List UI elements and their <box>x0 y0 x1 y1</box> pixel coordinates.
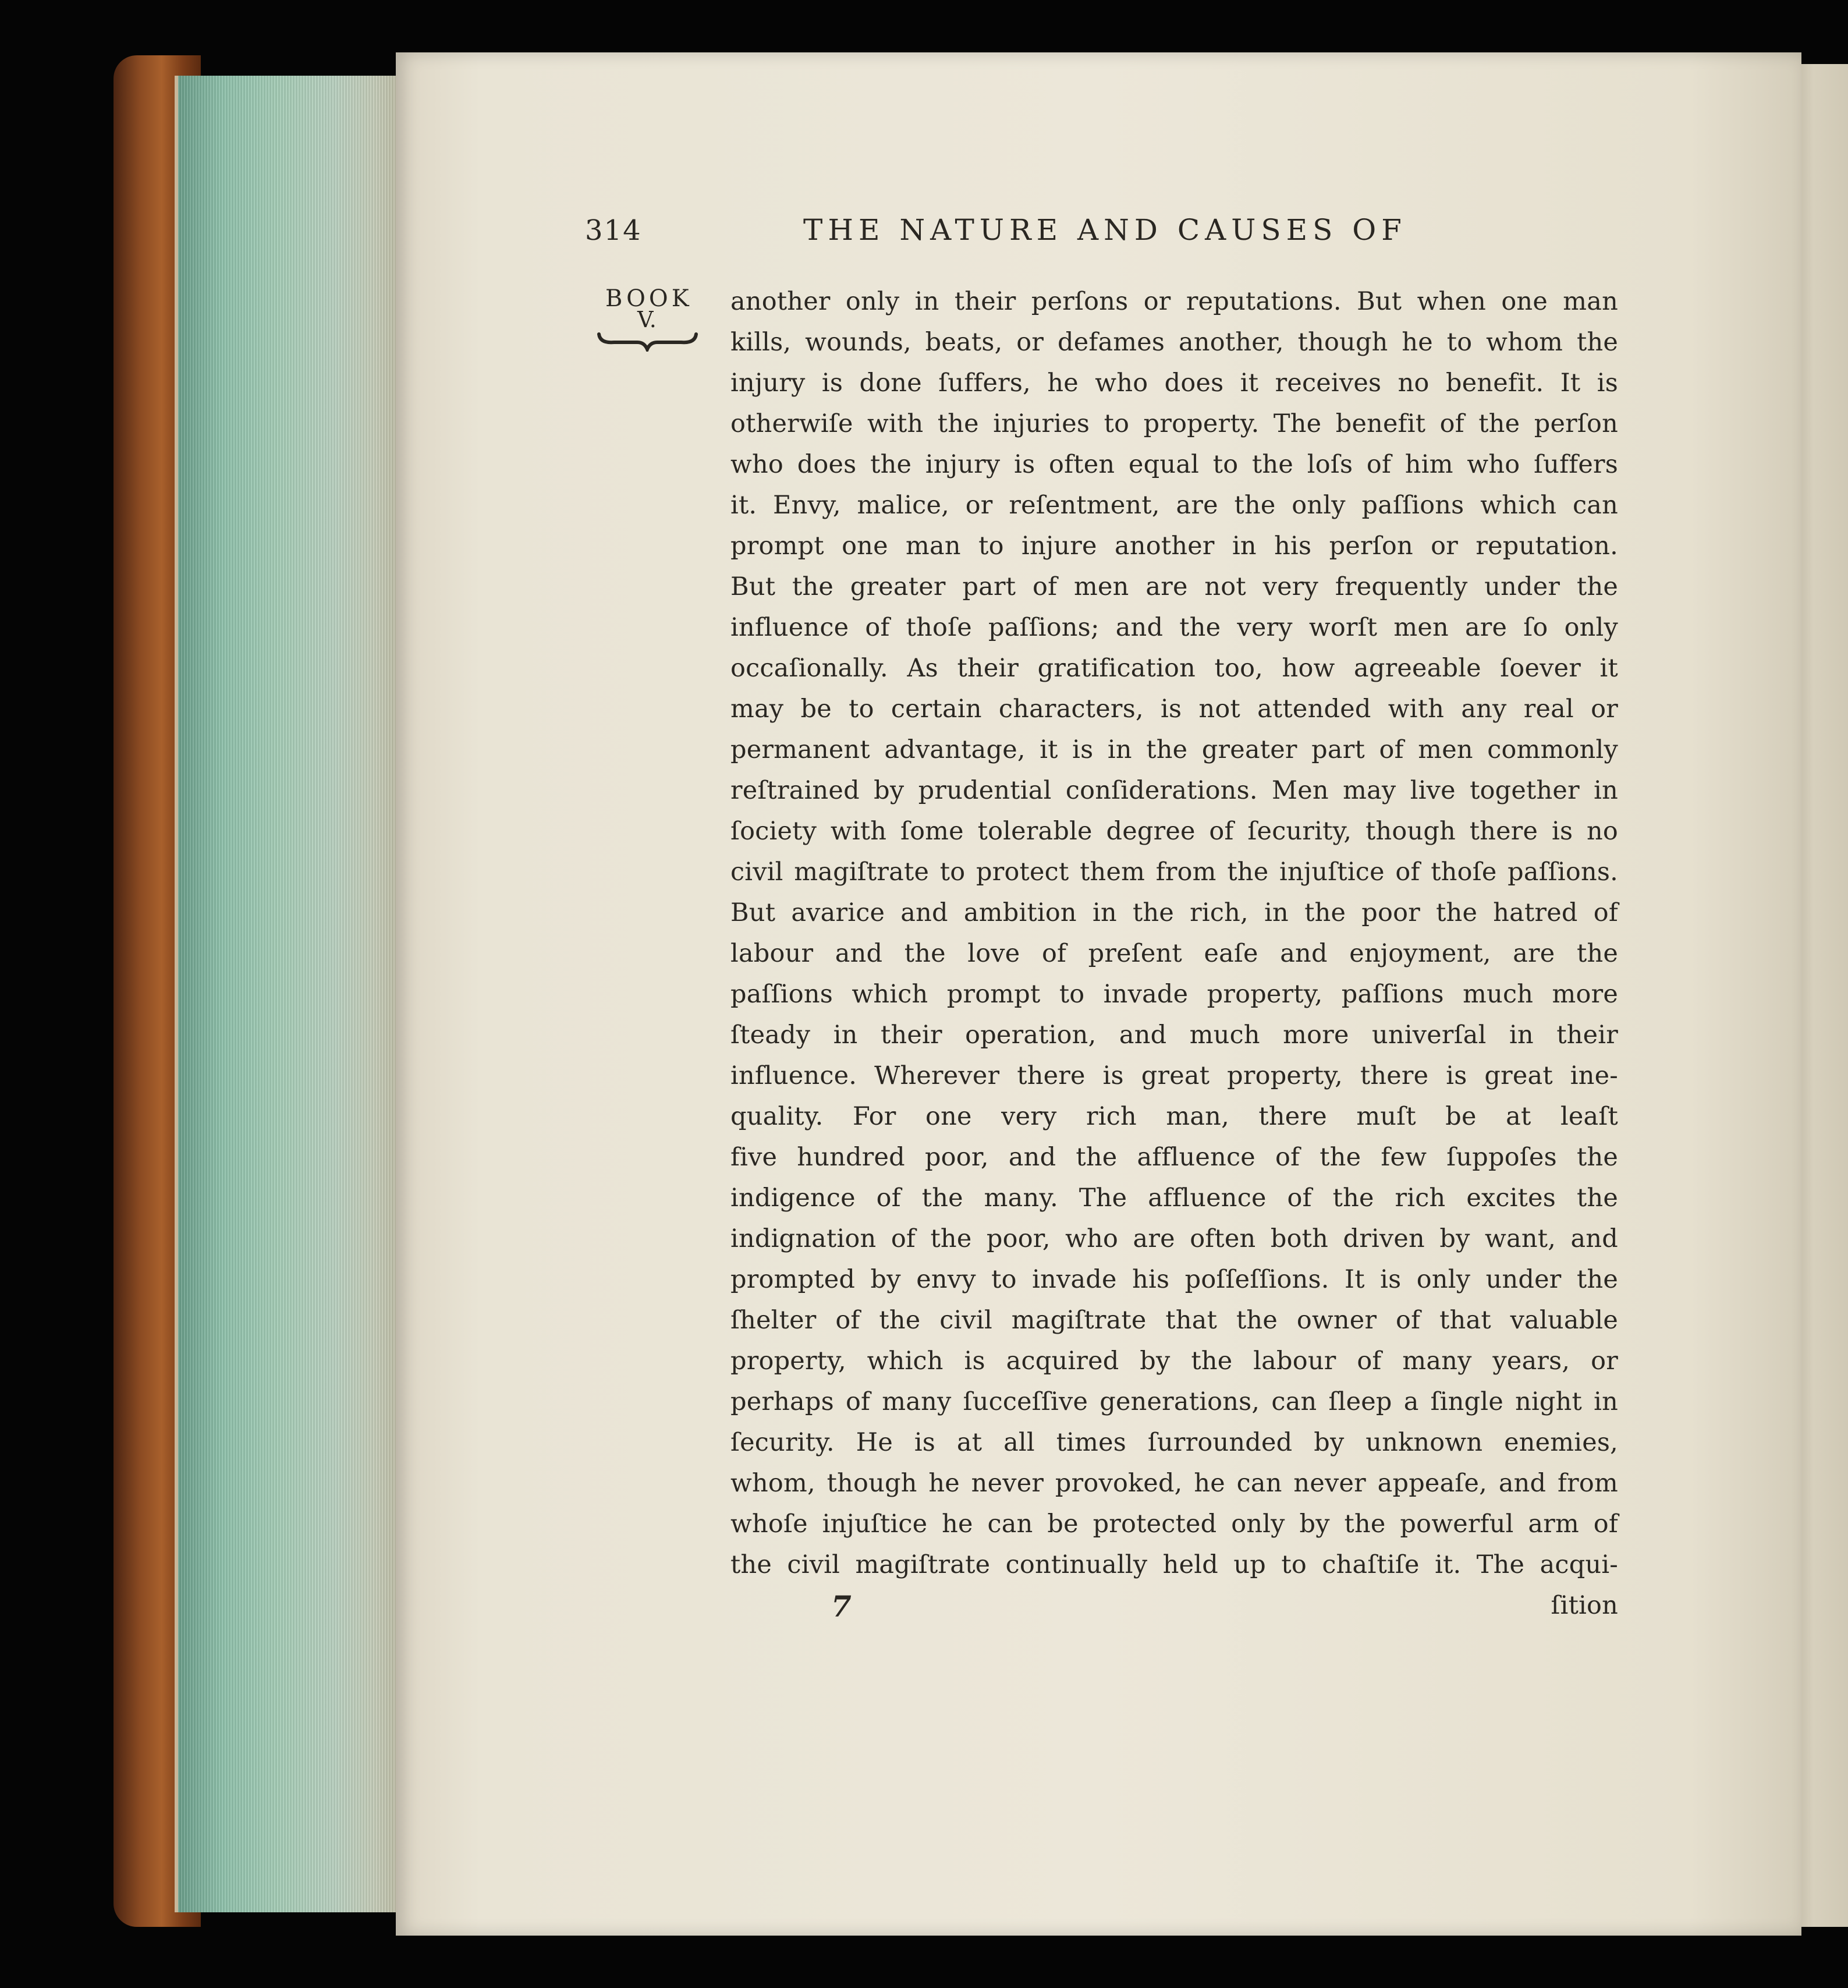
text-line: indignation of the poor, who are often both driven by want, and <box>730 1224 1618 1253</box>
text-line: ſition <box>1551 1591 1618 1620</box>
text-line: reſtrained by prudential conſiderations. Men may live together in <box>730 776 1618 805</box>
text-line: ſecurity. He is at all times ſurrounded by unknown enemies, <box>730 1428 1618 1457</box>
text-line: ſteady in their operation, and much more univerſal in their <box>730 1020 1618 1050</box>
page-fore-edge <box>175 76 402 1912</box>
text-line: whoſe injuſtice he can be protected only by the powerful arm of <box>730 1509 1618 1539</box>
brace-ornament-icon <box>597 331 698 352</box>
text-line: quality. For one very rich man, there muſt be at leaſt <box>730 1102 1618 1131</box>
text-line: kills, wounds, beats, or defames another, though he to whom the <box>730 328 1618 357</box>
text-line: influence. Wherever there is great property, there is great ine- <box>730 1061 1618 1090</box>
text-line: prompt one man to injure another in his perſon or reputation. <box>730 531 1618 561</box>
text-line: occaſionally. As their gratification too, how agreeable ſoever it <box>730 654 1618 683</box>
text-line: may be to certain characters, is not attended with any real or <box>730 694 1618 724</box>
text-line: another only in their perſons or reputations. But when one man <box>730 287 1618 316</box>
text-line: whom, though he never provoked, he can never appeaſe, and from <box>730 1469 1618 1498</box>
text-line: permanent advantage, it is in the greater part of men commonly <box>730 735 1618 764</box>
text-line: ſhelter of the civil magiſtrate that the owner of that valuable <box>730 1306 1618 1335</box>
page-number: 314 <box>585 214 642 247</box>
body-text <box>730 281 1618 1626</box>
marginal-book-number: V. <box>637 307 657 332</box>
text-line: labour and the love of preſent eaſe and enjoyment, are the <box>730 939 1618 968</box>
text-line: five hundred poor, and the affluence of the few ſuppoſes the <box>730 1143 1618 1172</box>
text-line: But avarice and ambition in the rich, in the poor the hatred of <box>730 898 1618 927</box>
text-line: influence of thoſe paſſions; and the very worſt men are ſo only <box>730 613 1618 642</box>
text-line: But the greater part of men are not very frequently under the <box>730 572 1618 601</box>
text-line: injury is done ſuffers, he who does it receives no benefit. It is <box>730 368 1618 398</box>
running-head: THE NATURE AND CAUSES OF <box>803 213 1407 247</box>
text-line: perhaps of many ſucceſſive generations, can ſleep a ſingle night in <box>730 1387 1618 1416</box>
text-line: civil magiſtrate to protect them from the injuſtice of thoſe paſſions. <box>730 857 1618 887</box>
text-line: it. Envy, malice, or reſentment, are the only paſſions which can <box>730 491 1618 520</box>
text-line: property, which is acquired by the labour of many years, or <box>730 1346 1618 1376</box>
text-line: prompted by envy to invade his poſſeſſions. It is only under the <box>730 1265 1618 1294</box>
text-line: otherwiſe with the injuries to property. The benefit of the perſon <box>730 409 1618 438</box>
signature-mark: 7 <box>831 1589 852 1624</box>
marginal-book-label: BOOK <box>605 285 693 312</box>
text-line: paſſions which prompt to invade property, paſſions much more <box>730 980 1618 1009</box>
text-line: ſociety with ſome tolerable degree of ſecurity, though there is no <box>730 817 1618 846</box>
text-line: indigence of the many. The affluence of the rich excites the <box>730 1183 1618 1213</box>
text-line: who does the injury is often equal to the loſs of him who ſuffers <box>730 450 1618 479</box>
text-line: the civil magiſtrate continually held up to chaſtiſe it. The acqui- <box>730 1550 1618 1579</box>
